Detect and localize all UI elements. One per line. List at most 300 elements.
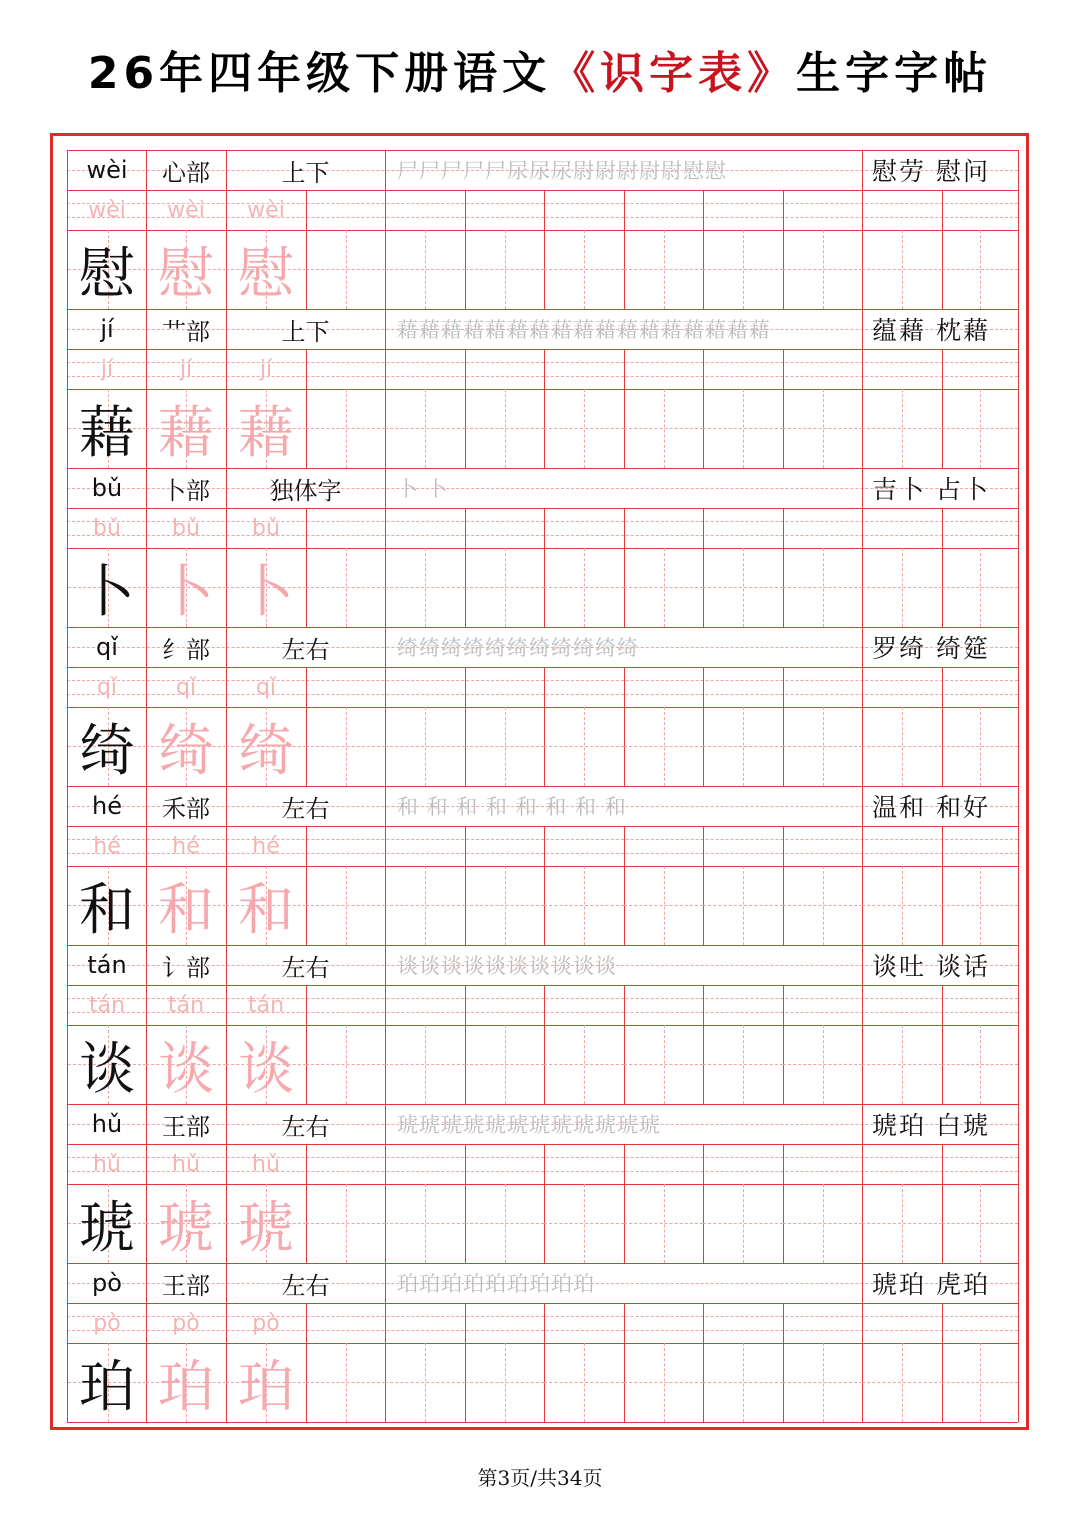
grid-cell <box>544 667 625 707</box>
guide-line <box>425 389 426 468</box>
grid-cell[interactable] <box>942 230 1019 309</box>
grid-cell <box>226 1263 386 1303</box>
grid-cell[interactable] <box>703 1343 784 1422</box>
grid-cell <box>862 190 943 230</box>
grid-cell[interactable] <box>942 707 1019 786</box>
trace-character: 绮 <box>238 718 294 784</box>
grid-cell <box>385 1263 863 1303</box>
character-unit <box>67 945 1018 1104</box>
grid-cell <box>226 1104 386 1144</box>
grid-cell <box>783 349 863 389</box>
grid-cell <box>862 1144 943 1184</box>
stroke-order: 藉藉藉藉藉藉藉藉藉藉藉藉藉藉藉藉藉 <box>397 318 771 342</box>
guide-line <box>902 707 903 786</box>
practice-row <box>67 1343 1018 1422</box>
trace-character: 绮 <box>158 718 214 784</box>
guide-line <box>346 1184 347 1263</box>
grid-cell <box>385 627 863 667</box>
grid-cell[interactable] <box>624 548 704 627</box>
trace-character: 珀 <box>158 1354 214 1420</box>
grid-cell <box>146 1343 227 1422</box>
grid-cell[interactable] <box>544 389 625 468</box>
grid-cell[interactable] <box>783 389 863 468</box>
character-unit <box>67 1263 1018 1422</box>
grid-cell <box>942 985 1019 1025</box>
guide-line <box>346 866 347 945</box>
grid-cell <box>146 1144 227 1184</box>
grid-cell[interactable] <box>862 1343 943 1422</box>
guide-line <box>425 866 426 945</box>
title-highlight: 《识字表》 <box>551 48 797 99</box>
guide-line <box>743 389 744 468</box>
grid-cell[interactable] <box>703 230 784 309</box>
guide-line <box>664 707 665 786</box>
grid-cell <box>146 548 227 627</box>
grid-cell <box>703 985 784 1025</box>
grid-cell <box>703 667 784 707</box>
grid-cell[interactable] <box>385 1184 466 1263</box>
pinyin-trace: wèi <box>88 197 126 223</box>
grid-cell <box>306 190 386 230</box>
grid-cell <box>385 826 466 866</box>
grid-cell <box>67 786 147 826</box>
model-character: 和 <box>79 877 135 943</box>
pinyin-label: qǐ <box>96 633 118 661</box>
pinyin-trace: hé <box>252 833 280 859</box>
guide-line <box>823 866 824 945</box>
grid-cell[interactable] <box>862 1025 943 1104</box>
pinyin-trace: hǔ <box>252 1151 280 1177</box>
grid-cell <box>67 627 147 667</box>
grid-cell[interactable] <box>544 866 625 945</box>
grid-cell[interactable] <box>385 389 466 468</box>
grid-cell[interactable] <box>942 548 1019 627</box>
grid-cell <box>306 508 386 548</box>
grid-cell[interactable] <box>306 1025 386 1104</box>
grid-cell[interactable] <box>306 1343 386 1422</box>
example-words: 谈吐 谈话 <box>872 952 990 981</box>
info-row <box>67 468 1018 508</box>
grid-cell[interactable] <box>624 1184 704 1263</box>
grid-cell <box>385 1104 863 1144</box>
pinyin-trace: bǔ <box>252 515 280 541</box>
grid-cell <box>385 786 863 826</box>
trace-character: 和 <box>238 877 294 943</box>
grid-cell <box>385 309 863 349</box>
grid-cell <box>544 826 625 866</box>
character-unit <box>67 468 1018 627</box>
grid-cell <box>862 508 943 548</box>
model-character: 卜 <box>79 559 135 625</box>
pinyin-row <box>67 349 1018 389</box>
pinyin-trace: tán <box>167 992 205 1018</box>
model-character: 藉 <box>79 400 135 466</box>
trace-character: 卜 <box>238 559 294 625</box>
guide-line <box>743 548 744 627</box>
grid-cell[interactable] <box>385 230 466 309</box>
grid-cell <box>385 1144 466 1184</box>
grid-cell[interactable] <box>783 707 863 786</box>
grid-cell[interactable] <box>783 1025 863 1104</box>
grid-cell <box>862 468 1019 508</box>
grid-cell[interactable] <box>624 1025 704 1104</box>
grid-cell[interactable] <box>942 866 1019 945</box>
grid-cell <box>226 309 386 349</box>
grid-cell[interactable] <box>624 866 704 945</box>
pinyin-label: bǔ <box>91 474 123 502</box>
guide-line <box>584 1025 585 1104</box>
grid-cell <box>703 1144 784 1184</box>
guide-line <box>902 866 903 945</box>
grid-cell <box>544 1303 625 1343</box>
guide-line <box>664 1343 665 1422</box>
info-row <box>67 786 1018 826</box>
pinyin-label: jí <box>100 315 114 343</box>
grid-cell[interactable] <box>465 707 545 786</box>
grid-cell <box>465 667 545 707</box>
guide-line <box>425 1184 426 1263</box>
stroke-order: 琥琥琥琥琥琥琥琥琥琥琥琥 <box>397 1113 661 1137</box>
grid-cell <box>146 786 227 826</box>
grid-cell <box>306 826 386 866</box>
grid-cell <box>226 349 307 389</box>
grid-cell[interactable] <box>703 707 784 786</box>
grid-cell <box>862 667 943 707</box>
character-unit <box>67 1104 1018 1263</box>
guide-line <box>743 1343 744 1422</box>
grid-cell <box>226 866 307 945</box>
grid-cell[interactable] <box>703 1025 784 1104</box>
guide-line <box>980 548 981 627</box>
grid-cell <box>67 1303 147 1343</box>
grid-cell <box>942 349 1019 389</box>
structure-label: 左右 <box>281 794 330 823</box>
grid-cell <box>624 1303 704 1343</box>
grid-cell[interactable] <box>544 548 625 627</box>
pinyin-trace: tán <box>247 992 285 1018</box>
grid-cell <box>306 1144 386 1184</box>
guide-line <box>980 230 981 309</box>
grid-cell[interactable] <box>783 866 863 945</box>
grid-cell <box>306 1303 386 1343</box>
guide-line <box>664 1025 665 1104</box>
guide-line <box>823 548 824 627</box>
grid-cell <box>226 1343 307 1422</box>
character-unit <box>67 309 1018 468</box>
guide-line <box>980 389 981 468</box>
grid-cell <box>465 349 545 389</box>
grid-cell[interactable] <box>942 389 1019 468</box>
grid-cell <box>67 1263 147 1303</box>
guide-line <box>346 1343 347 1422</box>
example-words: 慰劳 慰问 <box>872 157 990 186</box>
grid-cell[interactable] <box>942 1025 1019 1104</box>
grid-bottom-line <box>67 1422 1018 1423</box>
character-unit <box>67 786 1018 945</box>
stroke-order: 绮绮绮绮绮绮绮绮绮绮绮 <box>397 636 639 660</box>
practice-row <box>67 389 1018 468</box>
model-character: 慰 <box>79 241 135 307</box>
grid-cell[interactable] <box>624 230 704 309</box>
grid-cell <box>544 349 625 389</box>
pinyin-trace: pò <box>252 1310 280 1336</box>
page-number: 第3页/共34页 <box>477 1466 603 1490</box>
grid-cell[interactable] <box>306 389 386 468</box>
structure-label: 左右 <box>281 953 330 982</box>
title-suffix: 生字字帖 <box>796 48 993 99</box>
grid-cell <box>306 667 386 707</box>
pinyin-trace: wèi <box>167 197 205 223</box>
trace-character: 和 <box>158 877 214 943</box>
guide-line <box>823 707 824 786</box>
grid-cell <box>146 985 227 1025</box>
grid-cell[interactable] <box>783 230 863 309</box>
model-character: 谈 <box>79 1036 135 1102</box>
grid-cell[interactable] <box>306 707 386 786</box>
grid-cell <box>67 508 147 548</box>
grid-cell[interactable] <box>942 1184 1019 1263</box>
example-words: 琥珀 虎珀 <box>872 1270 990 1299</box>
grid-cell[interactable] <box>385 1025 466 1104</box>
grid-cell <box>67 1343 147 1422</box>
page-title <box>0 44 1080 104</box>
grid-cell <box>862 309 1019 349</box>
guide-line <box>505 1025 506 1104</box>
grid-cell[interactable] <box>862 548 943 627</box>
grid-cell <box>862 1303 943 1343</box>
pinyin-trace: bǔ <box>93 515 121 541</box>
grid-cell[interactable] <box>385 1343 466 1422</box>
pinyin-row <box>67 985 1018 1025</box>
radical-label: 禾部 <box>162 794 210 823</box>
pinyin-trace: jí <box>259 356 273 382</box>
pinyin-label: pò <box>92 1269 122 1297</box>
trace-character: 卜 <box>158 559 214 625</box>
guide-line <box>743 230 744 309</box>
grid-cell[interactable] <box>703 1184 784 1263</box>
grid-cell[interactable] <box>465 389 545 468</box>
character-unit <box>67 150 1018 309</box>
guide-line <box>505 230 506 309</box>
guide-line <box>505 548 506 627</box>
grid-cell[interactable] <box>862 1184 943 1263</box>
grid-cell[interactable] <box>465 866 545 945</box>
guide-line <box>584 1184 585 1263</box>
grid-cell <box>67 945 147 985</box>
pinyin-row <box>67 508 1018 548</box>
grid-cell <box>385 1303 466 1343</box>
grid-cell <box>67 389 147 468</box>
pinyin-label: hǔ <box>91 1110 123 1138</box>
grid-cell <box>385 945 863 985</box>
grid-cell[interactable] <box>862 866 943 945</box>
grid-cell <box>385 190 466 230</box>
example-words: 蕴藉 枕藉 <box>872 316 990 345</box>
grid-cell[interactable] <box>385 548 466 627</box>
grid-cell <box>544 1144 625 1184</box>
grid-cell <box>385 468 863 508</box>
pinyin-label: tán <box>87 951 127 979</box>
grid-cell <box>146 150 227 190</box>
grid-cell <box>226 985 307 1025</box>
pinyin-trace: jí <box>179 356 193 382</box>
guide-line <box>346 1025 347 1104</box>
grid-cell <box>67 548 147 627</box>
grid-cell <box>544 508 625 548</box>
guide-line <box>664 1184 665 1263</box>
guide-line <box>425 707 426 786</box>
structure-label: 左右 <box>281 1112 330 1141</box>
grid-cell <box>67 230 147 309</box>
grid-cell <box>385 667 466 707</box>
grid-cell[interactable] <box>862 707 943 786</box>
pinyin-trace: hǔ <box>172 1151 200 1177</box>
structure-label: 上下 <box>281 158 330 187</box>
guide-line <box>584 230 585 309</box>
grid-cell[interactable] <box>703 548 784 627</box>
grid-cell[interactable] <box>465 1184 545 1263</box>
guide-line <box>743 866 744 945</box>
pinyin-trace: pò <box>93 1310 121 1336</box>
grid-cell[interactable] <box>465 1343 545 1422</box>
grid-cell <box>465 1303 545 1343</box>
grid-cell[interactable] <box>465 1025 545 1104</box>
grid-cell <box>226 389 307 468</box>
grid-cell <box>146 826 227 866</box>
pinyin-trace: wèi <box>247 197 285 223</box>
info-row <box>67 1263 1018 1303</box>
grid-cell[interactable] <box>465 230 545 309</box>
guide-line <box>902 230 903 309</box>
stroke-order: 谈谈谈谈谈谈谈谈谈谈 <box>397 954 617 978</box>
grid-cell[interactable] <box>306 866 386 945</box>
guide-line <box>346 548 347 627</box>
grid-cell <box>385 150 863 190</box>
grid-cell <box>67 190 147 230</box>
grid-cell <box>226 468 386 508</box>
grid-cell <box>862 945 1019 985</box>
guide-line <box>425 548 426 627</box>
grid-cell[interactable] <box>703 866 784 945</box>
pinyin-trace: pò <box>172 1310 200 1336</box>
guide-line <box>425 1343 426 1422</box>
grid-cell[interactable] <box>385 707 466 786</box>
grid-cell <box>67 1144 147 1184</box>
grid-cell <box>465 826 545 866</box>
pinyin-trace: hé <box>172 833 200 859</box>
model-character: 琥 <box>79 1195 135 1261</box>
guide-line <box>980 1025 981 1104</box>
grid-cell[interactable] <box>544 1184 625 1263</box>
grid-cell[interactable] <box>624 707 704 786</box>
grid-cell <box>226 786 386 826</box>
grid-cell[interactable] <box>306 230 386 309</box>
practice-row <box>67 1025 1018 1104</box>
grid-cell <box>306 985 386 1025</box>
stroke-order: 尸尸尸尸尸尿尿尿尉尉尉尉尉慰慰 <box>397 159 727 183</box>
guide-line <box>664 548 665 627</box>
grid-cell <box>942 1303 1019 1343</box>
grid-cell <box>862 786 1019 826</box>
grid-cell <box>226 1025 307 1104</box>
guide-line <box>743 1184 744 1263</box>
grid-cell[interactable] <box>306 548 386 627</box>
example-words: 罗绮 绮筵 <box>872 634 990 663</box>
guide-line <box>743 1025 744 1104</box>
grid-cell <box>146 707 227 786</box>
grid-cell <box>783 667 863 707</box>
guide-line <box>425 1025 426 1104</box>
grid-cell[interactable] <box>544 230 625 309</box>
grid-cell <box>146 1303 227 1343</box>
grid-cell <box>862 627 1019 667</box>
guide-line <box>902 1184 903 1263</box>
grid-cell <box>544 190 625 230</box>
pinyin-label: wèi <box>86 156 128 184</box>
guide-line <box>505 1343 506 1422</box>
grid-cell <box>862 349 943 389</box>
grid-cell[interactable] <box>465 548 545 627</box>
grid-cell <box>146 1025 227 1104</box>
guide-line <box>584 866 585 945</box>
grid-cell <box>862 826 943 866</box>
grid-cell <box>146 627 227 667</box>
info-row <box>67 150 1018 190</box>
pinyin-row <box>67 1144 1018 1184</box>
grid-cell <box>862 1104 1019 1144</box>
grid-cell[interactable] <box>544 707 625 786</box>
grid-cell <box>942 508 1019 548</box>
grid-cell[interactable] <box>783 1184 863 1263</box>
grid-cell[interactable] <box>624 389 704 468</box>
stroke-order: 珀珀珀珀珀珀珀珀珀 <box>397 1272 595 1296</box>
grid-cell <box>624 985 704 1025</box>
guide-line <box>743 707 744 786</box>
grid-cell <box>385 985 466 1025</box>
guide-line <box>346 389 347 468</box>
grid-cell[interactable] <box>385 866 466 945</box>
grid-cell[interactable] <box>544 1343 625 1422</box>
grid-cell <box>146 945 227 985</box>
grid-cell[interactable] <box>783 1343 863 1422</box>
trace-character: 珀 <box>238 1354 294 1420</box>
grid-cell <box>67 985 147 1025</box>
grid-cell <box>306 349 386 389</box>
guide-line <box>823 1184 824 1263</box>
grid-cell <box>783 826 863 866</box>
guide-line <box>664 230 665 309</box>
guide-line <box>584 707 585 786</box>
grid-cell[interactable] <box>306 1184 386 1263</box>
grid-cell[interactable] <box>624 1343 704 1422</box>
pinyin-trace: jí <box>100 356 114 382</box>
grid-cell <box>226 1144 307 1184</box>
grid-cell[interactable] <box>544 1025 625 1104</box>
grid-cell[interactable] <box>703 389 784 468</box>
grid-cell[interactable] <box>942 1343 1019 1422</box>
structure-label: 独体字 <box>269 476 342 505</box>
grid-cell[interactable] <box>862 389 943 468</box>
title-prefix: 26年四年级下册语文 <box>87 48 552 99</box>
grid-cell[interactable] <box>862 230 943 309</box>
pinyin-trace: tán <box>88 992 126 1018</box>
grid-cell <box>146 1263 227 1303</box>
guide-line <box>980 866 981 945</box>
pinyin-row <box>67 1303 1018 1343</box>
grid-cell <box>67 866 147 945</box>
grid-cell[interactable] <box>783 548 863 627</box>
grid-cell <box>624 349 704 389</box>
